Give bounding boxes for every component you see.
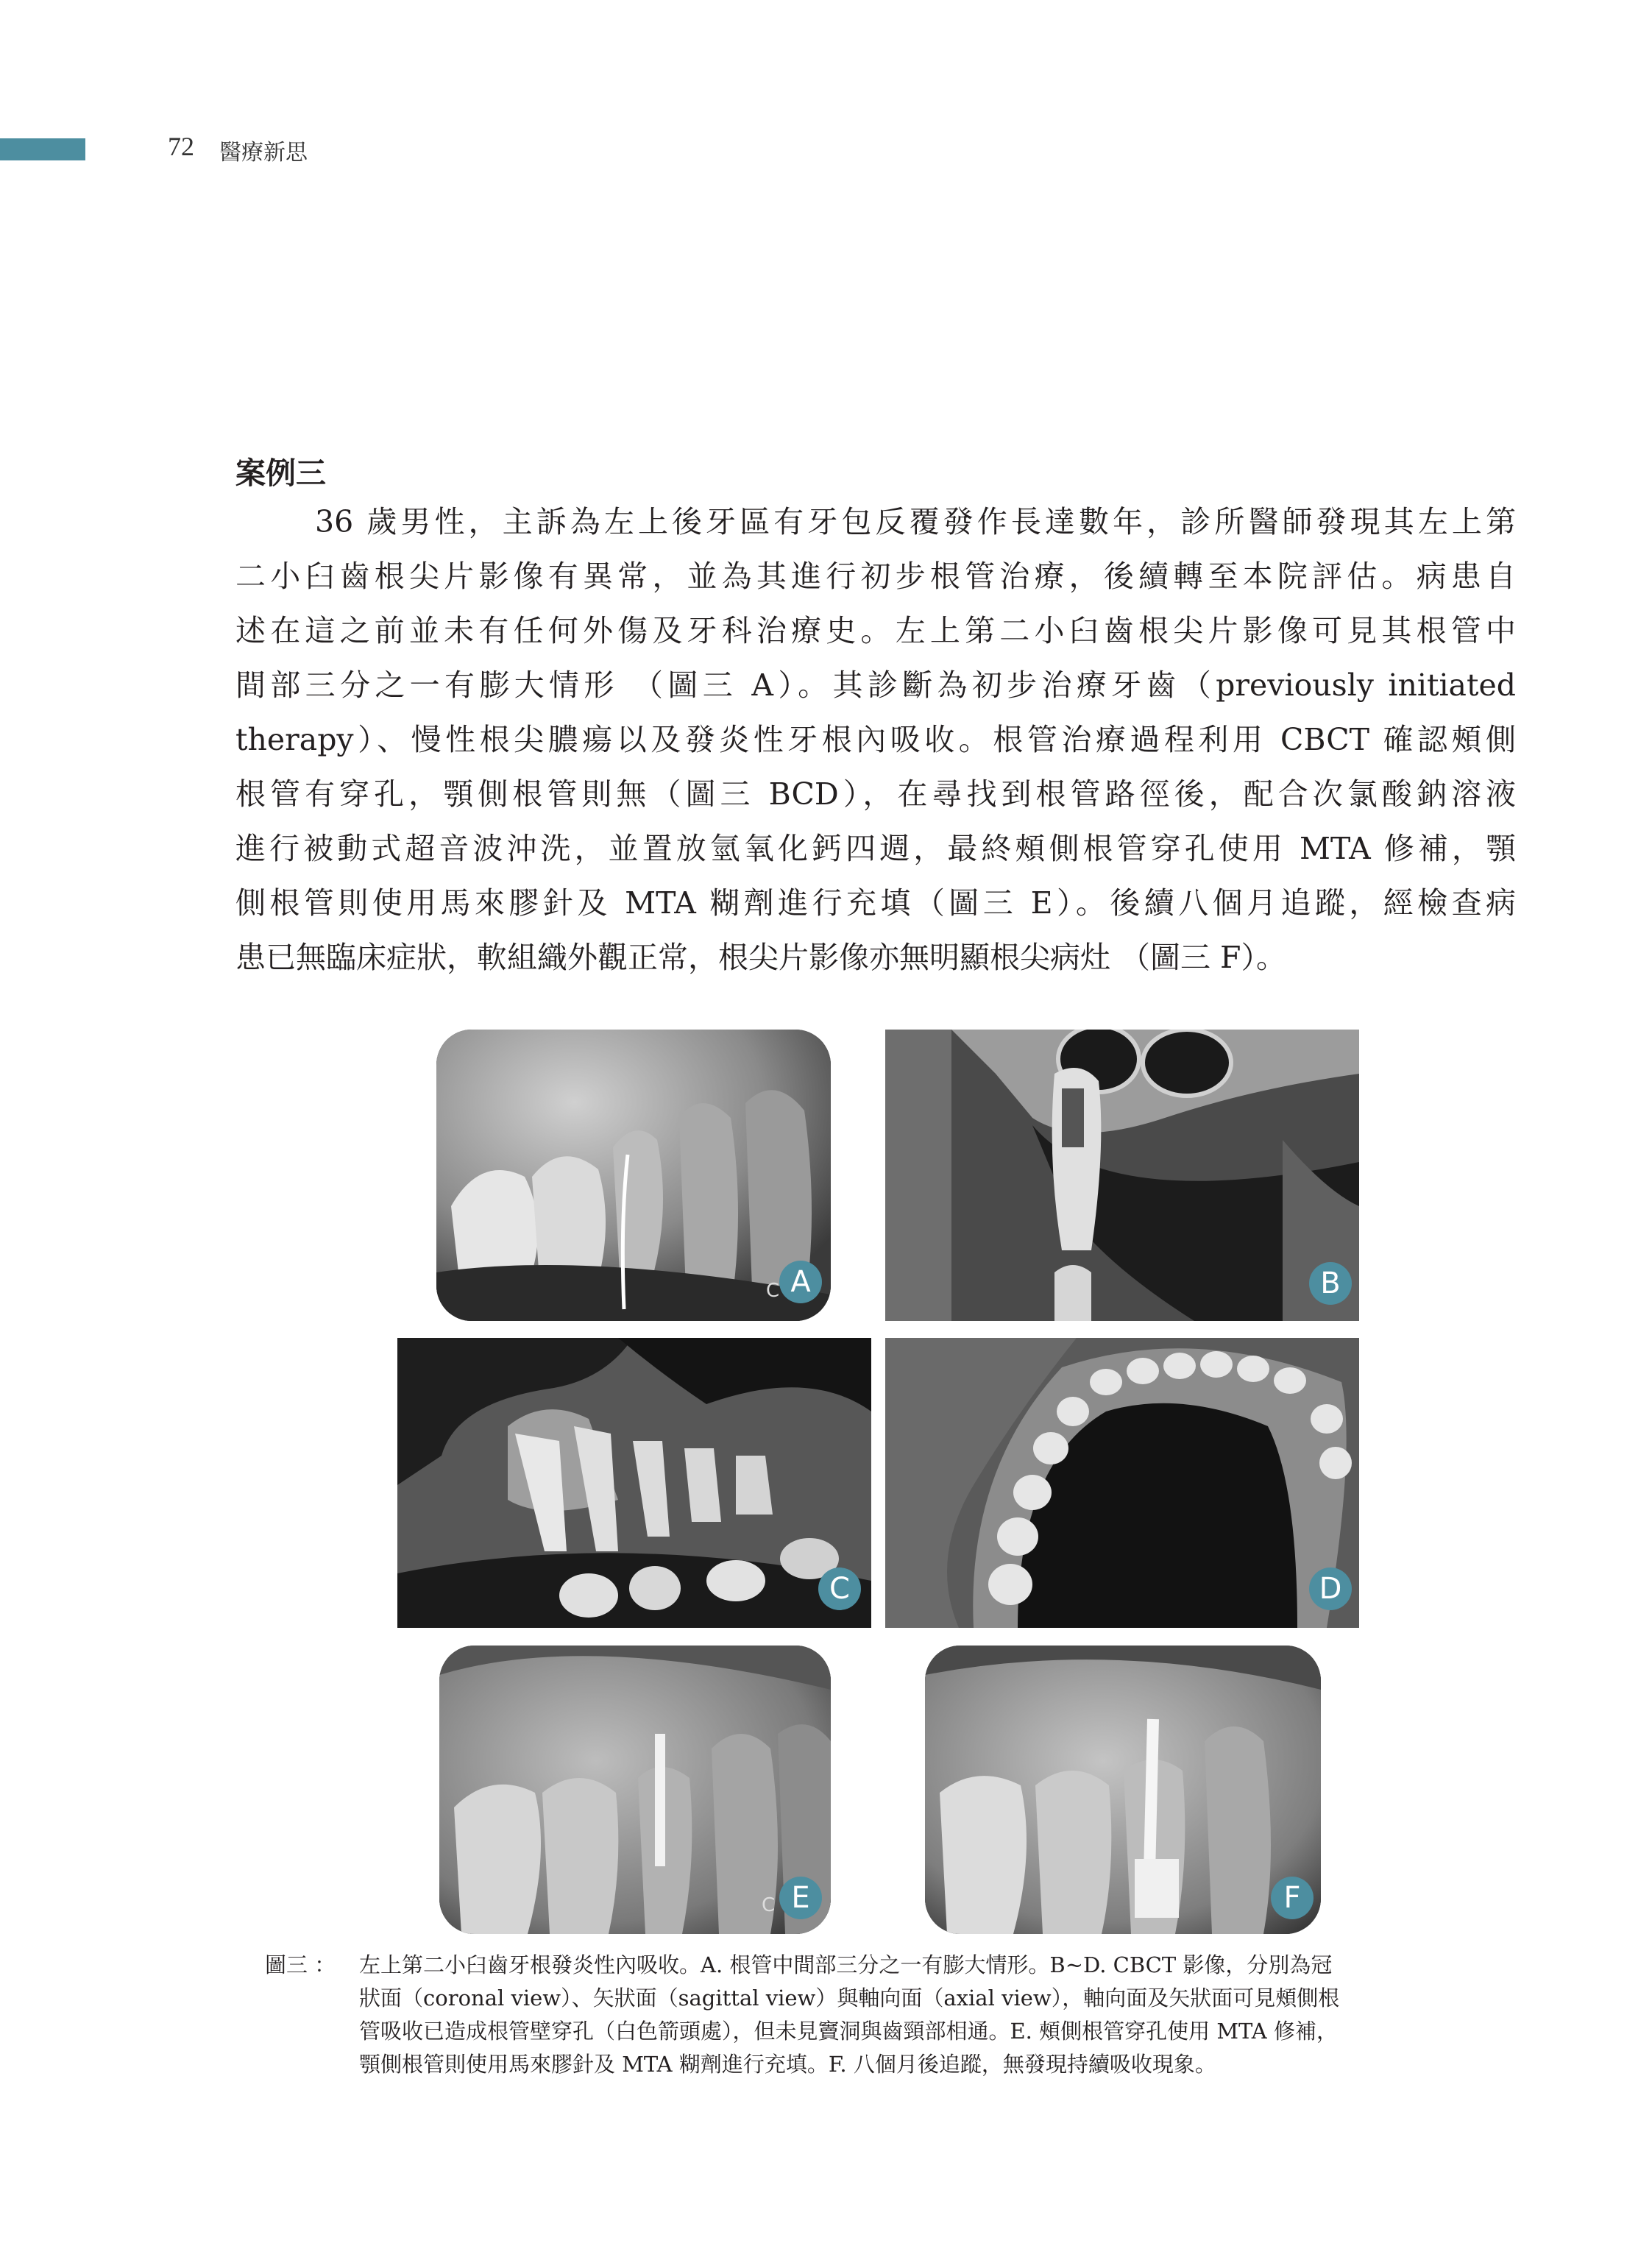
body-line: 述在這之前並未有任何外傷及牙科治療史。左上第二小臼齒根尖片影像可見其根管中 [235,613,1516,648]
caption-label: 圖三 ： [265,1952,336,1977]
running-title: 醫療新思 [219,140,308,166]
panel-label-e: E [779,1877,822,1919]
panel-label-c: C [818,1568,861,1610]
section-heading: 案例三 [235,456,326,491]
panel-label-b: B [1309,1262,1352,1305]
radiograph-image [925,1646,1321,1934]
body-paragraph [235,495,1516,985]
caption-line: 顎側根管則使用馬來膠針及 MTA 糊劑進行充填。F. 八個月後追蹤，無發現持續吸收現象。 [359,2052,1216,2077]
figure-panel-d [885,1338,1359,1628]
figure-panel-b [885,1030,1359,1321]
radiograph-image [439,1646,831,1934]
figure-panel-f [925,1646,1321,1934]
figure-panel-a [436,1030,831,1321]
cbct-image [885,1030,1359,1321]
caption-body [359,1949,1507,2081]
body-line: 進行被動式超音波沖洗，並置放氫氧化鈣四週，最終頰側根管穿孔使用 MTA 修補，顎 [235,831,1516,866]
cbct-image [397,1338,871,1628]
radiograph-image [436,1030,831,1321]
watermark-text: C [762,1894,776,1916]
figure-panel-e [439,1646,831,1934]
figure-panel-c [397,1338,871,1628]
caption-line: 狀面（coronal view）、矢狀面（sagittal view）與軸向面（axial view），軸向面及矢狀面可見頰側根 [359,1986,1340,2011]
body-line: 二小臼齒根尖片影像有異常，並為其進行初步根管治療，後續轉至本院評估。病患自 [235,559,1516,594]
header-accent-bar [0,138,85,160]
panel-label-a: A [779,1261,822,1303]
body-line: 患已無臨床症狀，軟組織外觀正常，根尖片影像亦無明顯根尖病灶 （圖三 F）。 [235,940,1287,975]
page-number: 72 [168,132,194,161]
cbct-image [885,1338,1359,1628]
body-line: therapy）、慢性根尖膿瘍以及發炎性牙根內吸收。根管治療過程利用 CBCT 確認頰側 [235,722,1516,757]
body-line: 間部三分之一有膨大情形 （圖三 A）。其診斷為初步治療牙齒（previously initiated [235,667,1516,703]
panel-label-d: D [1309,1568,1352,1610]
caption-line: 管吸收已造成根管壁穿孔（白色箭頭處），但未見竇洞與齒頸部相通。E. 頰側根管穿孔使用 MTA 修補， [359,2019,1338,2044]
watermark-text: C [766,1280,780,1302]
caption-line: 左上第二小臼齒牙根發炎性內吸收。A. 根管中間部三分之一有膨大情形。B~D. CBCT 影像，分別為冠 [359,1952,1333,1977]
body-line: 側根管則使用馬來膠針及 MTA 糊劑進行充填（圖三 E）。後續八個月追蹤，經檢查病 [235,885,1516,921]
body-line: 根管有穿孔，顎側根管則無（圖三 BCD），在尋找到根管路徑後，配合次氯酸鈉溶液 [235,776,1516,812]
body-line: 36 歲男性，主訴為左上後牙區有牙包反覆發作長達數年，診所醫師發現其左上第 [315,504,1516,539]
panel-label-f: F [1271,1877,1314,1919]
